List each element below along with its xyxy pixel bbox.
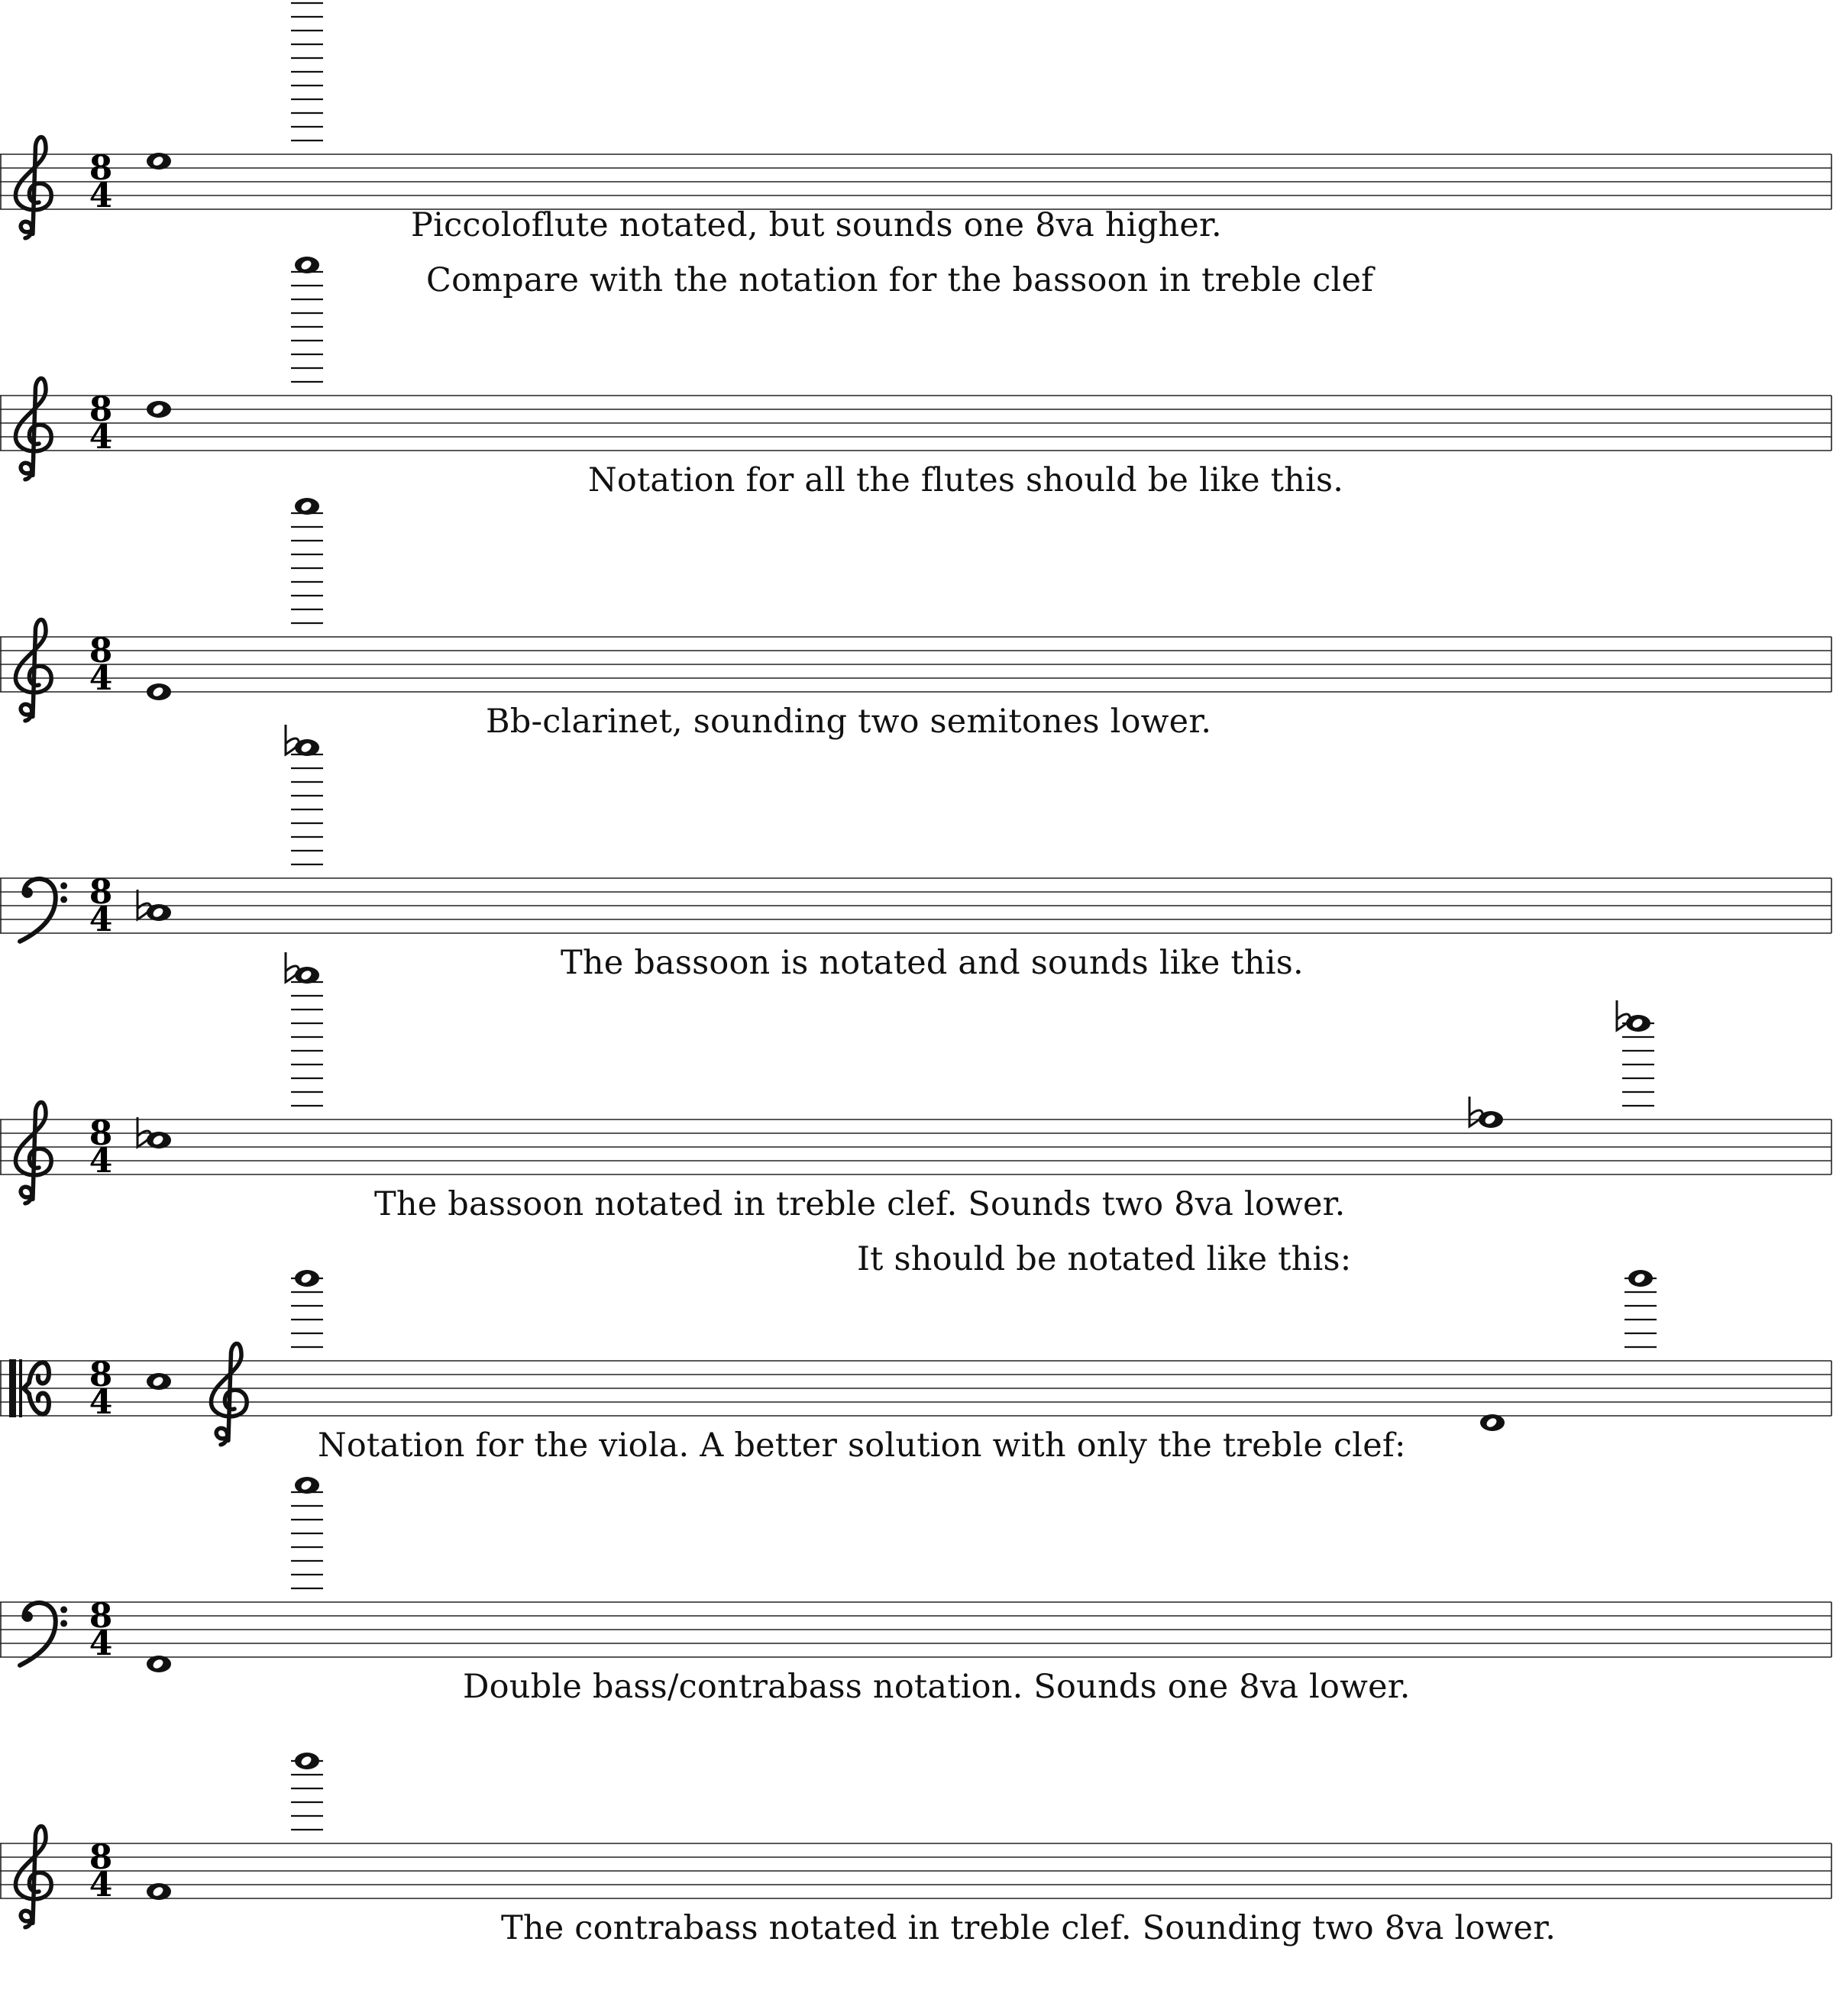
staff-system xyxy=(0,0,1831,238)
caption-flutes: Notation for all the flutes should be like this. xyxy=(588,461,1344,499)
bass-clef-dot xyxy=(60,896,67,903)
caption-contrabass-treble: The contrabass notated in treble clef. Sounding two 8va lower. xyxy=(501,1909,1557,1947)
staff-system xyxy=(0,498,1831,721)
time-signature-top: 8 xyxy=(89,873,113,912)
caption-clarinet: Bb-clarinet, sounding two semitones lower. xyxy=(486,703,1212,741)
time-signature-top: 8 xyxy=(89,1355,113,1394)
staff-system xyxy=(0,1753,1831,1927)
caption-piccolo: Piccoloflute notated, but sounds one 8va higher. xyxy=(411,206,1222,244)
caption-compare-bassoon: Compare with the notation for the bassoon in treble clef xyxy=(426,261,1374,299)
staff-system xyxy=(0,1477,1831,1672)
caption-bassoon-bass-clef: The bassoon is notated and sounds like this. xyxy=(561,944,1304,982)
caption-bassoon-treble-clef: The bassoon notated in treble clef. Sounds two 8va lower. xyxy=(374,1185,1346,1223)
time-signature-bottom: 4 xyxy=(89,1866,113,1905)
treble-clef-icon xyxy=(15,1827,51,1927)
time-signature-bottom: 4 xyxy=(89,1624,113,1663)
staff-system xyxy=(0,725,1831,942)
staff-system xyxy=(0,952,1831,1203)
time-signature-bottom: 4 xyxy=(89,1142,113,1181)
time-signature-bottom: 4 xyxy=(89,659,113,698)
caption-should-notate: It should be notated like this: xyxy=(857,1240,1352,1278)
time-signature-top: 8 xyxy=(89,632,113,670)
staff-system xyxy=(0,1270,1831,1445)
treble-clef-icon xyxy=(15,379,51,480)
time-signature-bottom: 4 xyxy=(89,176,113,215)
time-signature-bottom: 4 xyxy=(89,418,113,457)
bass-clef-dot xyxy=(60,882,67,889)
time-signature-top: 8 xyxy=(89,1114,113,1153)
bass-clef-head xyxy=(22,1611,33,1622)
caption-viola: Notation for the viola. A better solution with only the treble clef: xyxy=(318,1426,1406,1465)
time-signature-top: 8 xyxy=(89,1597,113,1636)
caption-contrabass: Double bass/contrabass notation. Sounds one 8va lower. xyxy=(463,1668,1411,1706)
alto-clef-bar xyxy=(9,1359,16,1417)
time-signature-top: 8 xyxy=(89,149,113,188)
time-signature-top: 8 xyxy=(89,390,113,429)
treble-clef-icon xyxy=(15,620,51,721)
bass-clef-dot xyxy=(60,1606,67,1613)
time-signature-bottom: 4 xyxy=(89,900,113,939)
treble-clef-icon xyxy=(211,1344,247,1445)
treble-clef-icon xyxy=(15,1103,51,1203)
time-signature-top: 8 xyxy=(89,1838,113,1877)
bass-clef-dot xyxy=(60,1620,67,1627)
treble-clef-icon xyxy=(15,137,51,238)
bass-clef-head xyxy=(22,887,33,898)
time-signature-bottom: 4 xyxy=(89,1383,113,1422)
